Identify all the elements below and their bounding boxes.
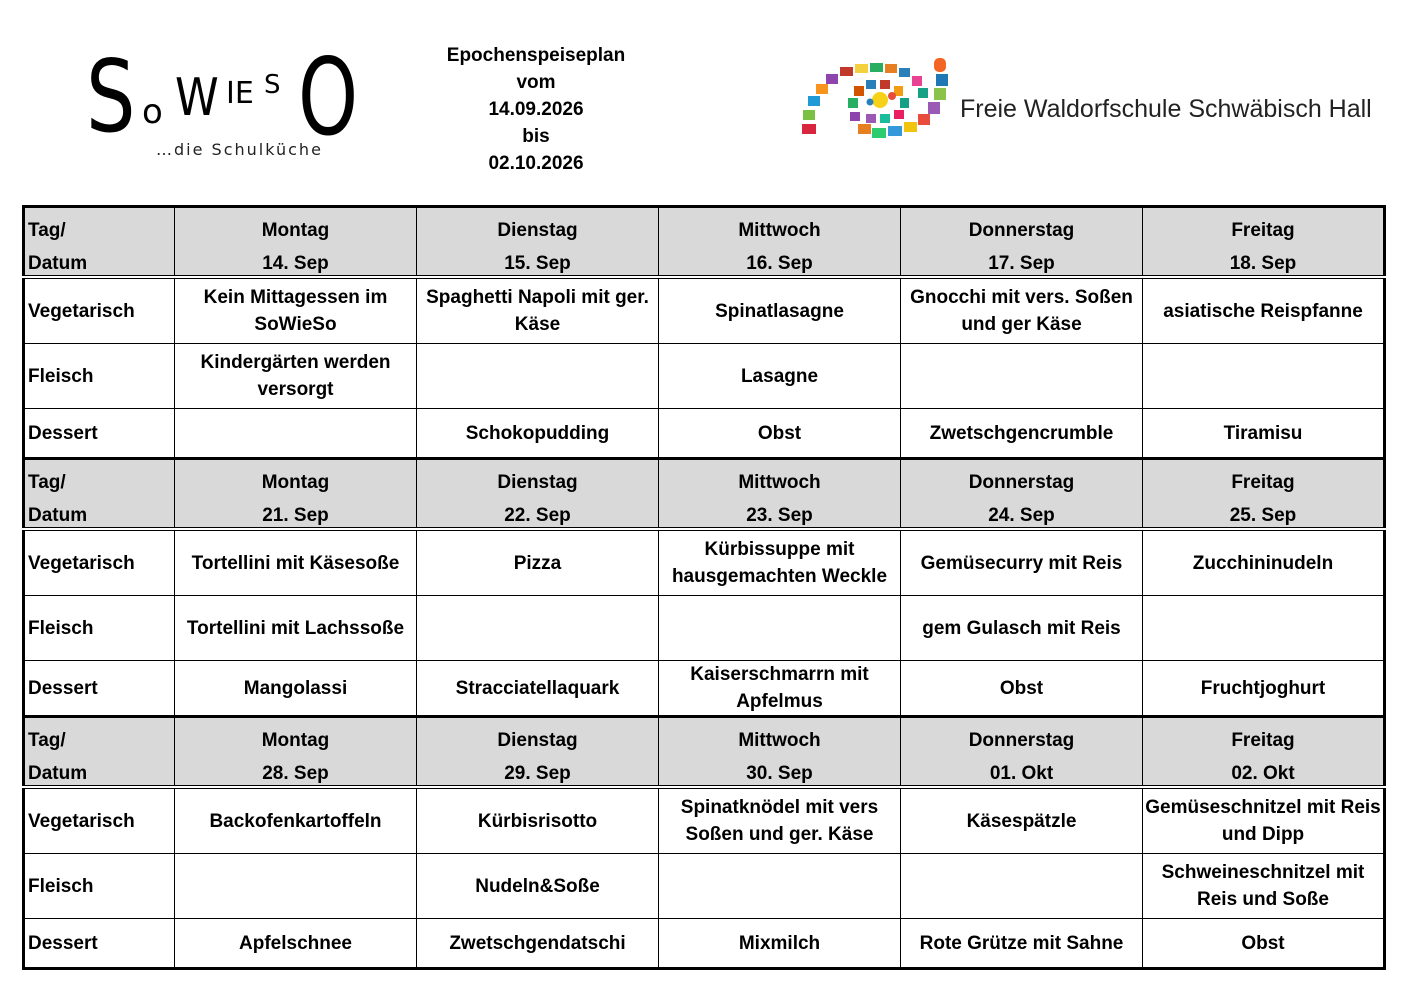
meal-text: Spinatlasagne — [715, 300, 844, 322]
title-line: Epochenspeiseplan — [446, 45, 626, 66]
meal-text: Tortellini mit Lachssoße — [186, 617, 405, 639]
day-date: 21. Sep — [262, 505, 329, 526]
day-header-cell — [417, 207, 659, 278]
meal-text: Obst — [757, 422, 802, 444]
meal-text: Kindergärten werden versorgt — [200, 352, 391, 400]
day-header-cell — [417, 459, 659, 530]
meal-cell — [901, 344, 1143, 409]
meal-text: Zucchininudeln — [1192, 552, 1334, 574]
menu-row-vegetarisch — [24, 787, 1385, 854]
meal-text: Fruchtjoghurt — [1200, 677, 1326, 699]
day-date: 23. Sep — [746, 505, 813, 526]
meal-cell — [1143, 344, 1385, 409]
meal-text: Kein Mittagessen im SoWieSo — [203, 287, 388, 335]
day-date: 25. Sep — [1229, 505, 1297, 526]
meal-cell — [1143, 277, 1385, 344]
meal-cell — [417, 661, 659, 717]
day-header-cell — [659, 207, 901, 278]
row-label: Vegetarisch — [24, 529, 175, 596]
sowieso-logo: S o W IE S O …die Schulküche — [86, 36, 359, 159]
meal-cell — [1143, 787, 1385, 854]
day-header-cell — [901, 207, 1143, 278]
menu-row-fleisch — [24, 596, 1385, 661]
meal-cell — [417, 787, 659, 854]
day-name: Mittwoch — [738, 220, 821, 241]
plan-title — [416, 42, 656, 177]
week-header-row — [24, 459, 1385, 530]
meal-text: Backofenkartoffeln — [209, 810, 382, 832]
meal-text: Gemüseschnitzel mit Reis und Dipp — [1145, 797, 1381, 845]
day-name: Mittwoch — [738, 730, 821, 751]
meal-cell — [659, 409, 901, 459]
meal-cell — [659, 344, 901, 409]
label-datum: Datum — [28, 505, 88, 526]
day-header-cell — [901, 717, 1143, 788]
day-date: 29. Sep — [504, 763, 571, 784]
label-datum: Datum — [28, 253, 88, 274]
label-datum: Datum — [28, 763, 88, 784]
meal-text: Gnocchi mit vers. Soßen und ger Käse — [910, 287, 1133, 335]
meal-cell — [417, 277, 659, 344]
meal-cell — [901, 787, 1143, 854]
meal-cell — [417, 529, 659, 596]
row-label: Dessert — [24, 919, 175, 969]
meal-text: Spaghetti Napoli mit ger. Käse — [426, 287, 649, 335]
menu-table — [22, 205, 1386, 970]
header-label-cell — [24, 717, 175, 788]
label-tag: Tag/ — [28, 472, 66, 493]
day-name: Freitag — [1231, 730, 1295, 751]
meal-cell — [901, 409, 1143, 459]
meal-text: Schweineschnitzel mit Reis und Soße — [1161, 862, 1365, 910]
week-header-row — [24, 207, 1385, 278]
day-name: Montag — [261, 220, 330, 241]
day-header-cell — [659, 459, 901, 530]
meal-cell — [1143, 661, 1385, 717]
day-name: Montag — [261, 730, 330, 751]
menu-row-fleisch — [24, 344, 1385, 409]
title-line: 02.10.2026 — [488, 153, 584, 174]
meal-text: Nudeln&Soße — [475, 875, 600, 897]
menu-row-vegetarisch — [24, 277, 1385, 344]
day-date: 30. Sep — [746, 763, 813, 784]
day-header-cell — [175, 207, 417, 278]
meal-text: Kürbissuppe mit hausgemachten Weckle — [671, 539, 888, 587]
meal-text: Schokopudding — [465, 422, 610, 444]
meal-cell — [175, 277, 417, 344]
meal-text: Käsespätzle — [966, 810, 1077, 832]
row-label: Fleisch — [24, 344, 175, 409]
menu-row-fleisch — [24, 854, 1385, 919]
meal-text: Obst — [1241, 932, 1285, 954]
day-name: Donnerstag — [968, 730, 1075, 751]
meal-cell — [659, 787, 901, 854]
row-label: Fleisch — [24, 596, 175, 661]
meal-cell — [175, 529, 417, 596]
meal-text: Zwetschgendatschi — [449, 932, 626, 954]
meal-text: asiatische Reispfanne — [1163, 300, 1363, 322]
day-date: 24. Sep — [988, 505, 1055, 526]
meal-text: Gemüsecurry mit Reis — [920, 552, 1123, 574]
day-name: Dienstag — [497, 220, 578, 241]
meal-cell — [417, 596, 659, 661]
meal-text: gem Gulasch mit Reis — [922, 617, 1121, 639]
meal-text: Spinatknödel mit vers Soßen und ger. Käse — [680, 797, 879, 845]
meal-cell — [901, 854, 1143, 919]
day-date: 15. Sep — [504, 253, 571, 274]
meal-cell — [659, 529, 901, 596]
meal-cell — [175, 787, 417, 854]
meal-text: Stracciatellaquark — [455, 677, 620, 699]
day-header-cell — [417, 717, 659, 788]
meal-text: Zwetschgencrumble — [929, 422, 1114, 444]
title-line: bis — [522, 126, 550, 147]
day-date: 22. Sep — [504, 505, 571, 526]
meal-cell — [417, 919, 659, 969]
meal-cell — [659, 277, 901, 344]
row-label: Dessert — [24, 409, 175, 459]
day-name: Montag — [261, 472, 330, 493]
day-name: Dienstag — [497, 472, 578, 493]
meal-cell — [175, 919, 417, 969]
meal-cell — [417, 854, 659, 919]
day-name: Dienstag — [497, 730, 578, 751]
day-header-cell — [1143, 207, 1385, 278]
meal-cell — [659, 919, 901, 969]
meal-cell — [901, 277, 1143, 344]
meal-text: Tortellini mit Käsesoße — [191, 552, 400, 574]
meal-cell — [175, 344, 417, 409]
day-header-cell — [1143, 459, 1385, 530]
row-label: Vegetarisch — [24, 787, 175, 854]
meal-cell — [1143, 409, 1385, 459]
meal-text: Mangolassi — [243, 677, 348, 699]
meal-text: Tiramisu — [1223, 422, 1303, 444]
school-name: Freie Waldorfschule Schwäbisch Hall — [960, 95, 1372, 123]
meal-cell — [1143, 529, 1385, 596]
header-label-cell — [24, 207, 175, 278]
day-name: Freitag — [1231, 472, 1295, 493]
menu-row-dessert — [24, 919, 1385, 969]
meal-cell — [901, 529, 1143, 596]
day-date: 28. Sep — [262, 763, 329, 784]
meal-text: Lasagne — [740, 365, 819, 387]
meal-cell — [901, 596, 1143, 661]
meal-cell — [1143, 854, 1385, 919]
meal-cell — [901, 661, 1143, 717]
meal-cell — [659, 854, 901, 919]
day-date: 17. Sep — [988, 253, 1055, 274]
meal-cell — [175, 661, 417, 717]
label-tag: Tag/ — [28, 220, 66, 241]
title-line: 14.09.2026 — [488, 99, 584, 120]
row-label: Fleisch — [24, 854, 175, 919]
day-date: 01. Okt — [989, 763, 1054, 784]
day-name: Mittwoch — [738, 472, 821, 493]
meal-cell — [175, 409, 417, 459]
day-header-cell — [175, 459, 417, 530]
day-date: 18. Sep — [1229, 253, 1297, 274]
meal-text: Mixmilch — [738, 932, 821, 954]
meal-cell — [659, 661, 901, 717]
meal-text: Kürbisrisotto — [477, 810, 598, 832]
meal-cell — [1143, 596, 1385, 661]
title-line: vom — [516, 72, 556, 93]
meal-text: Rote Grütze mit Sahne — [919, 932, 1124, 954]
menu-row-vegetarisch — [24, 529, 1385, 596]
menu-row-dessert — [24, 409, 1385, 459]
header-label-cell — [24, 459, 175, 530]
meal-cell — [417, 409, 659, 459]
meal-cell — [175, 596, 417, 661]
row-label: Vegetarisch — [24, 277, 175, 344]
meal-cell — [175, 854, 417, 919]
day-header-cell — [901, 459, 1143, 530]
meal-cell — [417, 344, 659, 409]
day-name: Freitag — [1231, 220, 1295, 241]
day-name: Donnerstag — [968, 220, 1075, 241]
meal-text: Kaiserschmarrn mit Apfelmus — [690, 664, 869, 712]
day-header-cell — [175, 717, 417, 788]
label-tag: Tag/ — [28, 730, 66, 751]
week-header-row — [24, 717, 1385, 788]
day-name: Donnerstag — [968, 472, 1075, 493]
day-header-cell — [1143, 717, 1385, 788]
meal-cell — [901, 919, 1143, 969]
logo-tagline: …die Schulküche — [156, 140, 323, 159]
meal-text: Apfelschnee — [239, 932, 352, 954]
spiral-mosaic-icon — [800, 52, 960, 152]
day-header-cell — [659, 717, 901, 788]
row-label: Dessert — [24, 661, 175, 717]
menu-row-dessert — [24, 661, 1385, 717]
day-date: 16. Sep — [746, 253, 813, 274]
meal-cell — [1143, 919, 1385, 969]
meal-cell — [659, 596, 901, 661]
meal-text: Pizza — [513, 552, 562, 574]
day-date: 02. Okt — [1231, 763, 1295, 784]
day-date: 14. Sep — [262, 253, 329, 274]
meal-text: Obst — [999, 677, 1044, 699]
